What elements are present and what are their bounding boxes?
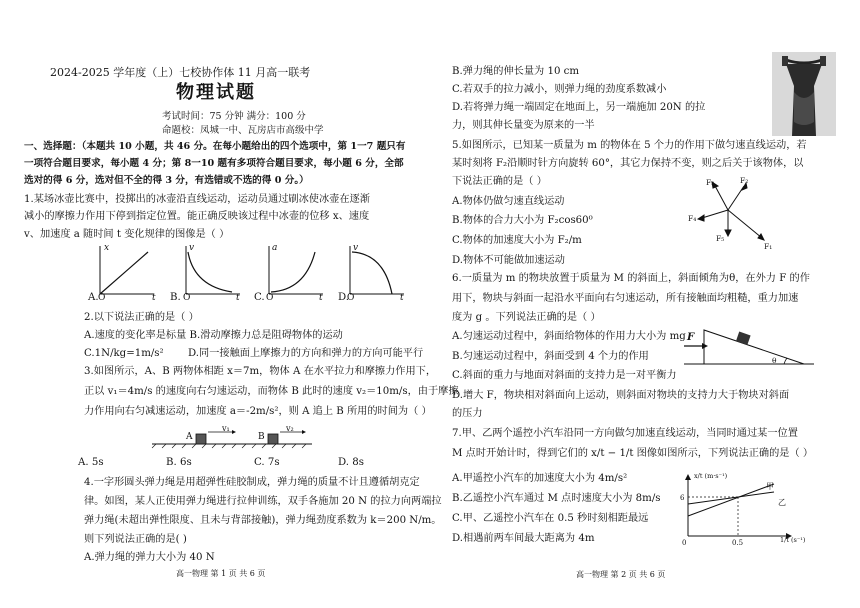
- q7-line-jia: 甲: [766, 482, 774, 491]
- q4-band-photo: [772, 52, 836, 136]
- page-2-footer: 高一物理 第 2 页 共 6 页: [576, 570, 666, 579]
- q7-option-c: C.甲、乙遥控小汽车在 0.5 秒时刻相距最远: [452, 513, 649, 524]
- q3-label-v2: v₂: [286, 424, 294, 433]
- q7-option-d: D.相遇前两车间最大距离为 4m: [452, 533, 595, 544]
- page-title: 物理试题: [176, 82, 256, 103]
- q6-line-3: 度为 g 。下列说法正确的是（ ）: [452, 312, 601, 323]
- section-instructions-line-2: 一项符合题目要求，每小题 4 分；第 8一10 题有多项符合题目要求，每小题 6 分，全部: [24, 158, 404, 169]
- section-instructions-line-3: 选对的得 6 分，选对但不全的得 3 分，有选错或不选的得 0 分。）: [24, 175, 309, 186]
- q1-option-c: C.: [254, 292, 265, 303]
- q5-option-c: C.物体的加速度大小为 F₂/m: [452, 235, 582, 246]
- q4-line-3: 弹力绳(未超出弹性限度、且未与背部接触)，弹力绳劲度系数为 k＝200 N/m。: [84, 515, 442, 526]
- exam-page-2: [430, 0, 860, 608]
- q3-option-b: B. 6s: [166, 457, 192, 468]
- q5-option-a: A.物体仍做匀速直线运动: [452, 196, 565, 207]
- q2-option-ab: A.速度的变化率是标量 B.滑动摩擦力总是阻碍物体的运动: [84, 330, 343, 341]
- q6-line-1: 6.一质量为 m 的物块放置于质量为 M 的斜面上，斜面倾角为θ，在外力 F 的作: [452, 273, 810, 284]
- q1-graph-b-axis: v: [189, 243, 195, 253]
- q1-graph-b-t: t: [236, 293, 240, 303]
- q7-x-label: 1/t (s⁻¹): [780, 536, 806, 544]
- q7-origin: 0: [682, 539, 687, 547]
- q3-label-b: B: [258, 432, 265, 442]
- q6-option-d-line-2: 的压力: [452, 408, 483, 419]
- q7-line-1: 7.甲、乙两个遥控小汽车沿同一方向做匀加速直线运动，当同时通过某一位置: [452, 428, 798, 439]
- q6-option-b: B.匀速运动过程中，斜面受到 4 个力的作用: [452, 351, 649, 362]
- q7-line-yi: 乙: [778, 498, 786, 507]
- q5-force-f2: F₂: [740, 176, 749, 185]
- q4-option-d-line-1: D.若将弹力绳一端固定在地面上，另一端施加 20N 的拉: [452, 102, 706, 113]
- q3-option-c: C. 7s: [254, 457, 280, 468]
- q1-graph-a-origin: O: [98, 293, 106, 303]
- q6-option-c: C.斜面的重力与地面对斜面的支持力是一对平衡力: [452, 370, 677, 381]
- q4-option-d-line-2: 力，则其伸长量变为原来的一半: [452, 120, 595, 131]
- q5-force-f5: F₅: [716, 234, 725, 243]
- q1-option-a: A.: [88, 292, 99, 303]
- q1-graph-c-axis: a: [272, 243, 278, 253]
- q3-line-2: 正以 v₁＝4m/s 的速度向右匀速运动，而物体 B 此时的速度 v₂＝10m/s，由于摩擦: [84, 386, 459, 397]
- q5-force-f4: F₄: [688, 214, 697, 223]
- q2-option-c: C.1N/kg=1m/s²: [84, 348, 164, 359]
- q6-incline-drawing: [684, 322, 814, 370]
- q3-line-1: 3.如图所示，A、B 两物体相距 x＝7m，物体 A 在水平拉力和摩擦力作用下，: [84, 366, 437, 377]
- q4-line-4: 则下列说法正确的是( ): [84, 534, 187, 545]
- q1-graph-a-axis: x: [104, 243, 110, 253]
- q6-option-a: A.匀速运动过程中，斜面给物体的作用力大小为 mg: [452, 331, 686, 342]
- q7-option-a: A.甲遥控小汽车的加速度大小为 4m/s²: [452, 473, 628, 484]
- q1-graph-b-origin: O: [183, 293, 191, 303]
- school-info: 命题校：凤城一中、瓦房店市高级中学: [162, 125, 324, 136]
- q4-line-1: 4.一字形圆头弹力绳是用超弹性硅胶制成，弹力绳的质量不计且遵循胡克定: [84, 477, 420, 488]
- q1-graph-d-t: t: [400, 293, 404, 303]
- q7-option-b: B.乙遥控小汽车通过 M 点时速度大小为 8m/s: [452, 493, 661, 504]
- q1-graph-d-axis: v: [353, 243, 359, 253]
- q7-graph-plot: [682, 474, 792, 544]
- q1-graph-c-t: t: [319, 293, 323, 303]
- exam-info: 考试时间：75 分钟 满分：100 分: [162, 111, 306, 122]
- q7-line-2: M 点时开始计时，得到它们的 x/t − 1/t 图像如图所示，下列说法正确的是（ ）: [452, 448, 814, 459]
- q5-line-1: 5.如图所示，已知某一质量为 m 的物体在 5 个力的作用下做匀速直线运动，若: [452, 140, 807, 151]
- q4-option-a: A.弹力绳的弹力大小为 40 N: [84, 552, 215, 563]
- q5-option-b: B.物体的合力大小为 F₂cos60⁰: [452, 215, 593, 226]
- q4-option-b: B.弹力绳的伸长量为 10 cm: [452, 66, 580, 77]
- q3-label-v1: v₁: [222, 424, 230, 433]
- q1-graph-a-t: t: [152, 293, 156, 303]
- q6-option-d-line-1: D.增大 F，物块相对斜面向上运动，则斜面对物块的支持力大于物块对斜面: [452, 390, 790, 401]
- q5-force-f3: F₃: [706, 178, 715, 187]
- q6-label-theta: θ: [772, 356, 777, 365]
- q5-line-2: 某时刻将 F₂沿顺时针方向旋转 60°，其它力保持不变，则之后关于该物体，以: [452, 158, 804, 169]
- q6-line-2: 用下，物块与斜面一起沿水平面向右匀速运动，所有接触面均粗糙，重力加速: [452, 293, 799, 304]
- q4-line-2: 律。如图，某人正使用弹力绳进行拉伸训练，双手各施加 20 N 的拉力向两端拉: [84, 496, 442, 507]
- q1-line-1: 1.某场冰壶比赛中，投掷出的冰壶沿直线运动，运动员通过刷冰使冰壶在逐渐: [24, 194, 370, 205]
- q3-line-3: 力作用向右匀减速运动，加速度 a＝-2m/s²，则 A 追上 B 所用的时间为（ ）: [84, 406, 432, 417]
- page-1-footer: 高一物理 第 1 页 共 6 页: [176, 569, 266, 578]
- exam-header: 2024-2025 学年度（上）七校协作体 11 月高一联考: [50, 66, 311, 79]
- q1-graph-c-origin: O: [266, 293, 274, 303]
- q1-line-2: 减小的摩擦力作用下停到指定位置。能正确反映该过程中冰壶的位移 x、速度: [24, 211, 370, 222]
- q5-force-f1: F₁: [764, 242, 773, 251]
- q1-line-3: v、加速度 a 随时间 t 变化规律的图像是（ ）: [24, 229, 230, 240]
- q3-option-a: A. 5s: [78, 457, 104, 468]
- q3-option-d: D. 8s: [338, 457, 364, 468]
- q1-option-d: D.: [338, 292, 350, 303]
- q5-line-3: 下说法正确的是（ ）: [452, 176, 547, 187]
- q1-graph-d-origin: O: [347, 293, 355, 303]
- q7-x-tick: 0.5: [732, 539, 744, 547]
- q2-stem: 2.以下说法正确的是（ ）: [84, 312, 199, 323]
- q4-option-c: C.若双手的拉力减小，则弹力绳的劲度系数减小: [452, 84, 667, 95]
- q7-y-label: x/t (m·s⁻¹): [694, 472, 728, 480]
- q2-option-d: D.同一接触面上摩擦力的方向和弹力的方向可能平行: [188, 348, 424, 359]
- q1-option-b: B.: [170, 292, 181, 303]
- q6-label-f: F: [687, 331, 695, 343]
- q7-y-tick: 6: [680, 494, 685, 502]
- q5-option-d: D.物体不可能做加速运动: [452, 255, 565, 266]
- section-instructions-line-1: 一、选择题：（本题共 10 小题，共 46 分。在每小题给出的四个选项中，第 1一7 题只有: [24, 141, 406, 152]
- q3-label-a: A: [186, 432, 193, 442]
